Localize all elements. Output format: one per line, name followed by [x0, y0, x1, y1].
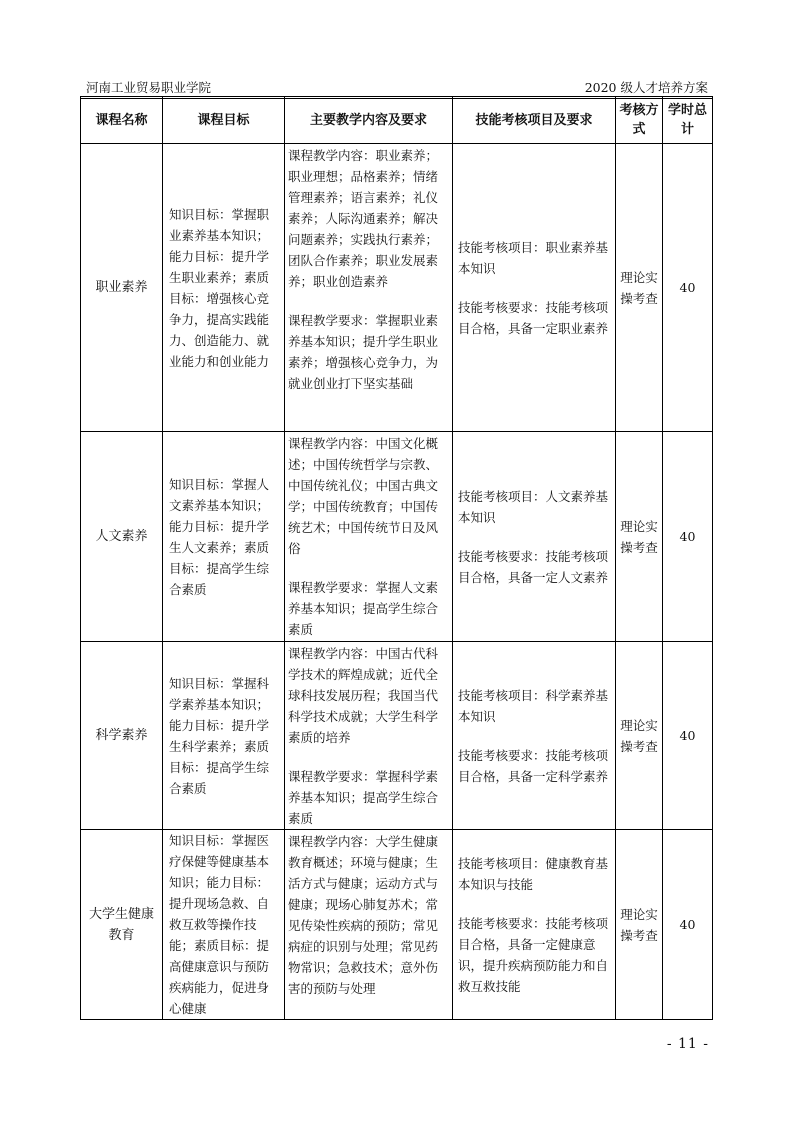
- column-header: 考核方式: [616, 97, 663, 144]
- skill-requirement: 技能考核要求：技能考核项目合格，具备一定人文素养: [458, 548, 609, 585]
- course-target: 知识目标：掌握医疗保健等健康基本知识；能力目标：提升现场急救、自救互救等操作技能；素质目标：提高健康意识与预防疾病能力，促进身心健康: [163, 830, 285, 1020]
- total-hours: 40: [663, 830, 713, 1020]
- content-text: 课程教学内容：中国古代科学技术的辉煌成就；近代全球科技发展历程；我国当代科学技术成就；大学生科学素质的培养: [288, 646, 439, 745]
- course-name: 大学生健康教育: [81, 830, 163, 1020]
- course-content: [285, 432, 453, 642]
- table-row: [81, 432, 713, 642]
- column-header: 学时总计: [663, 97, 713, 144]
- table-header-row: [81, 97, 713, 144]
- document-title: 2020 级人才培养方案: [584, 80, 708, 95]
- content-text: 课程教学内容：中国文化概述；中国传统哲学与宗教、中国传统礼仪；中国古典文学；中国传统教育；中国传统艺术；中国传统节日及风俗: [288, 436, 439, 556]
- content-requirement: 课程教学要求：掌握职业素养基本知识；提升学生职业素养；增强核心竞争力，为就业创业打下坚实基础: [288, 313, 439, 391]
- course-name: 职业素养: [81, 144, 163, 432]
- skill-assessment: [453, 642, 616, 830]
- column-header: 技能考核项目及要求: [453, 97, 616, 144]
- skill-assessment: [453, 144, 616, 432]
- table-row: [81, 830, 713, 1020]
- column-header: 课程目标: [163, 97, 285, 144]
- skill-assessment: [453, 432, 616, 642]
- assessment-method: 理论实操考查: [616, 432, 663, 642]
- skill-requirement: 技能考核要求：技能考核项目合格，具备一定健康意识，提升疾病预防能力和自救互救技能: [458, 915, 609, 994]
- content-text: 课程教学内容：大学生健康教育概述；环境与健康；生活方式与健康；运动方式与健康；现场心肺复苏术；常见传染性疾病的预防；常见病症的识别与处理；常见药物常识；急救技术；意外伤害的预防与处理: [288, 834, 439, 996]
- column-header: 主要教学内容及要求: [285, 97, 453, 144]
- course-name: 科学素养: [81, 642, 163, 830]
- table-row: [81, 642, 713, 830]
- content-requirement: 课程教学要求：掌握人文素养基本知识；提高学生综合素质: [288, 580, 439, 637]
- school-name: 河南工业贸易职业学院: [86, 80, 212, 95]
- skill-item: 技能考核项目：科学素养基本知识: [458, 687, 609, 724]
- content-requirement: 课程教学要求：掌握科学素养基本知识；提高学生综合素质: [288, 769, 439, 826]
- skill-item: 技能考核项目：人文素养基本知识: [458, 488, 609, 525]
- table-row: [81, 144, 713, 432]
- skill-requirement: 技能考核要求：技能考核项目合格，具备一定科学素养: [458, 747, 609, 784]
- course-table: [80, 96, 713, 1020]
- course-target: 知识目标：掌握职业素养基本知识；能力目标：提升学生职业素养；素质目标：增强核心竞争力，提高实践能力、创造能力、就业能力和创业能力: [163, 144, 285, 432]
- course-target: 知识目标：掌握科学素养基本知识；能力目标：提升学生科学素养；素质目标：提高学生综合素质: [163, 642, 285, 830]
- course-name: 人文素养: [81, 432, 163, 642]
- total-hours: 40: [663, 432, 713, 642]
- skill-assessment: [453, 830, 616, 1020]
- skill-item: 技能考核项目：职业素养基本知识: [458, 239, 609, 276]
- skill-item: 技能考核项目：健康教育基本知识与技能: [458, 855, 609, 892]
- skill-requirement: 技能考核要求：技能考核项目合格，具备一定职业素养: [458, 299, 609, 336]
- content-text: 课程教学内容：职业素养；职业理想；品格素养；情绪管理素养；语言素养；礼仪素养；人际沟通素养；解决问题素养；实践执行素养；团队合作素养；职业发展素养；职业创造素养: [288, 148, 439, 289]
- assessment-method: 理论实操考查: [616, 830, 663, 1020]
- total-hours: 40: [663, 144, 713, 432]
- course-content: [285, 642, 453, 830]
- course-target: 知识目标：掌握人文素养基本知识；能力目标：提升学生人文素养；素质目标：提高学生综合素质: [163, 432, 285, 642]
- assessment-method: 理论实操考查: [616, 642, 663, 830]
- course-content: [285, 830, 453, 1020]
- assessment-method: 理论实操考查: [616, 144, 663, 432]
- total-hours: 40: [663, 642, 713, 830]
- page-number: - 11 -: [666, 1036, 709, 1052]
- column-header: 课程名称: [81, 97, 163, 144]
- course-content: [285, 144, 453, 432]
